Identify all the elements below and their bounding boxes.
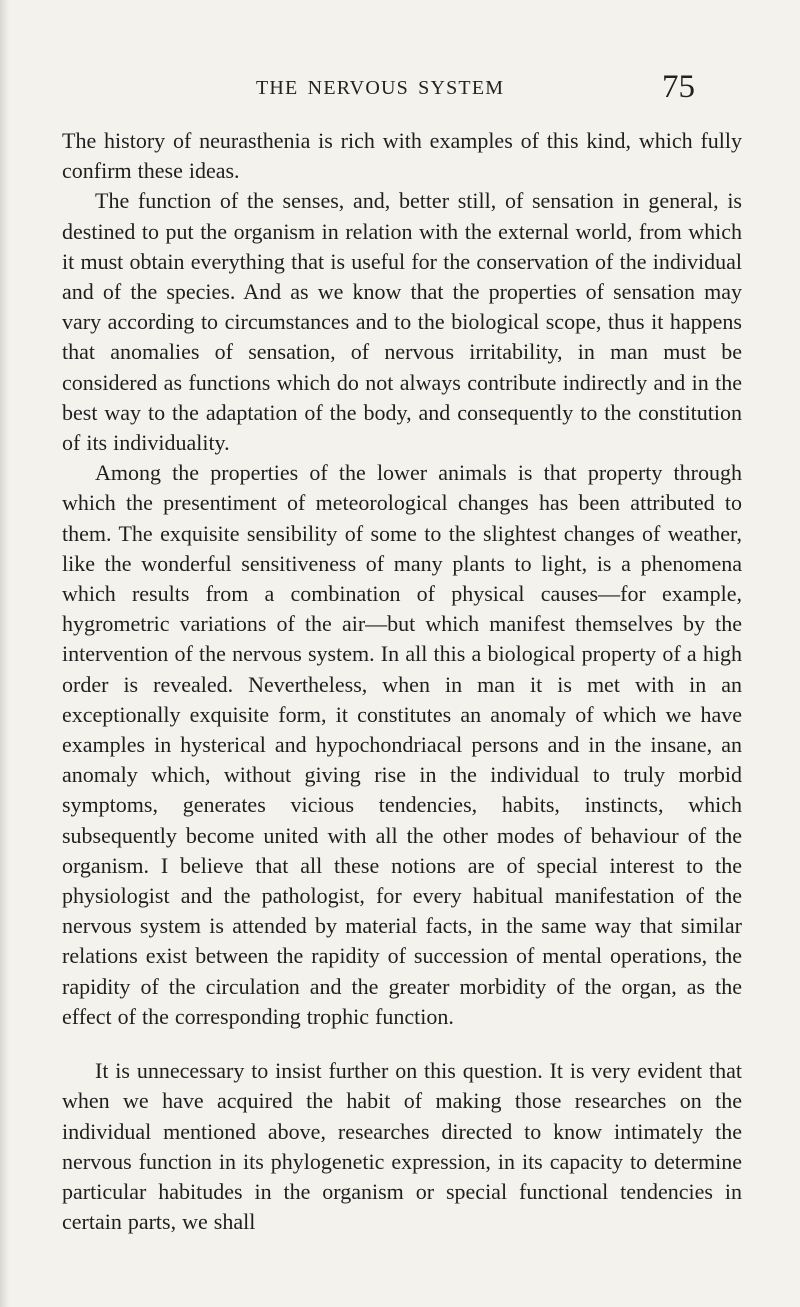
paragraph-1: The history of neurasthenia is rich with examples of this kind, which fully confirm these ideas.: [62, 128, 742, 184]
paragraph-4: It is unnecessary to insist further on this question. It is very evident that when we have acquired the habit of making those researches on the individual mentioned above, researches directed to know intimately the nervous function in its phylogenetic expression, in its capacity to determine particular habitudes in the organism or special functional tendencies in certain parts, we shall: [62, 1058, 742, 1235]
running-head: THE NERVOUS SYSTEM: [256, 77, 505, 99]
paragraph-2: The function of the senses, and, better still, of sensation in general, is destined to put the organism in relation with the external world, from which it must obtain everything that is useful for the conservation of the individual and of the species. And as we know that the properties of sensation may vary according to circumstances and to the biological scope, thus it happens that anomalies of sensation, of nervous irritability, in man must be considered as functions which do not always contribute indirectly and in the best way to the adaptation of the body, and consequently to the constitution of its individuality.: [62, 188, 742, 456]
body-text: [62, 126, 742, 1237]
page-number: 75: [662, 69, 695, 105]
paragraph-3: Among the properties of the lower animals is that property through which the presentiment of meteorological changes has been attributed to them. The exquisite sensibility of some to the slightest changes of weather, like the wonderful sensitiveness of many plants to light, is a phenomena which results from a combination of physical causes—for example, hygrometric variations of the air—but which manifest themselves by the intervention of the nervous system. In all this a biological property of a high order is revealed. Nevertheless, when in man it is met with in an exceptionally exquisite form, it constitutes an anomaly of which we have examples in hysterical and hypochondriacal persons and in the insane, an anomaly which, without giving rise in the individual to truly morbid symptoms, generates vicious tendencies, habits, instincts, which subsequently become united with all the other modes of behaviour of the organism. I believe that all these notions are of special interest to the physiologist and the pathologist, for every habitual manifestation of the nervous system is attended by material facts, in the same way that similar relations exist between the rapidity of succession of mental operations, the rapidity of the circulation and the greater morbidity of the organ, as the effect of the corresponding trophic function.: [62, 460, 742, 1029]
page-gutter-shadow: [0, 0, 9, 1307]
page-header: [0, 69, 800, 115]
